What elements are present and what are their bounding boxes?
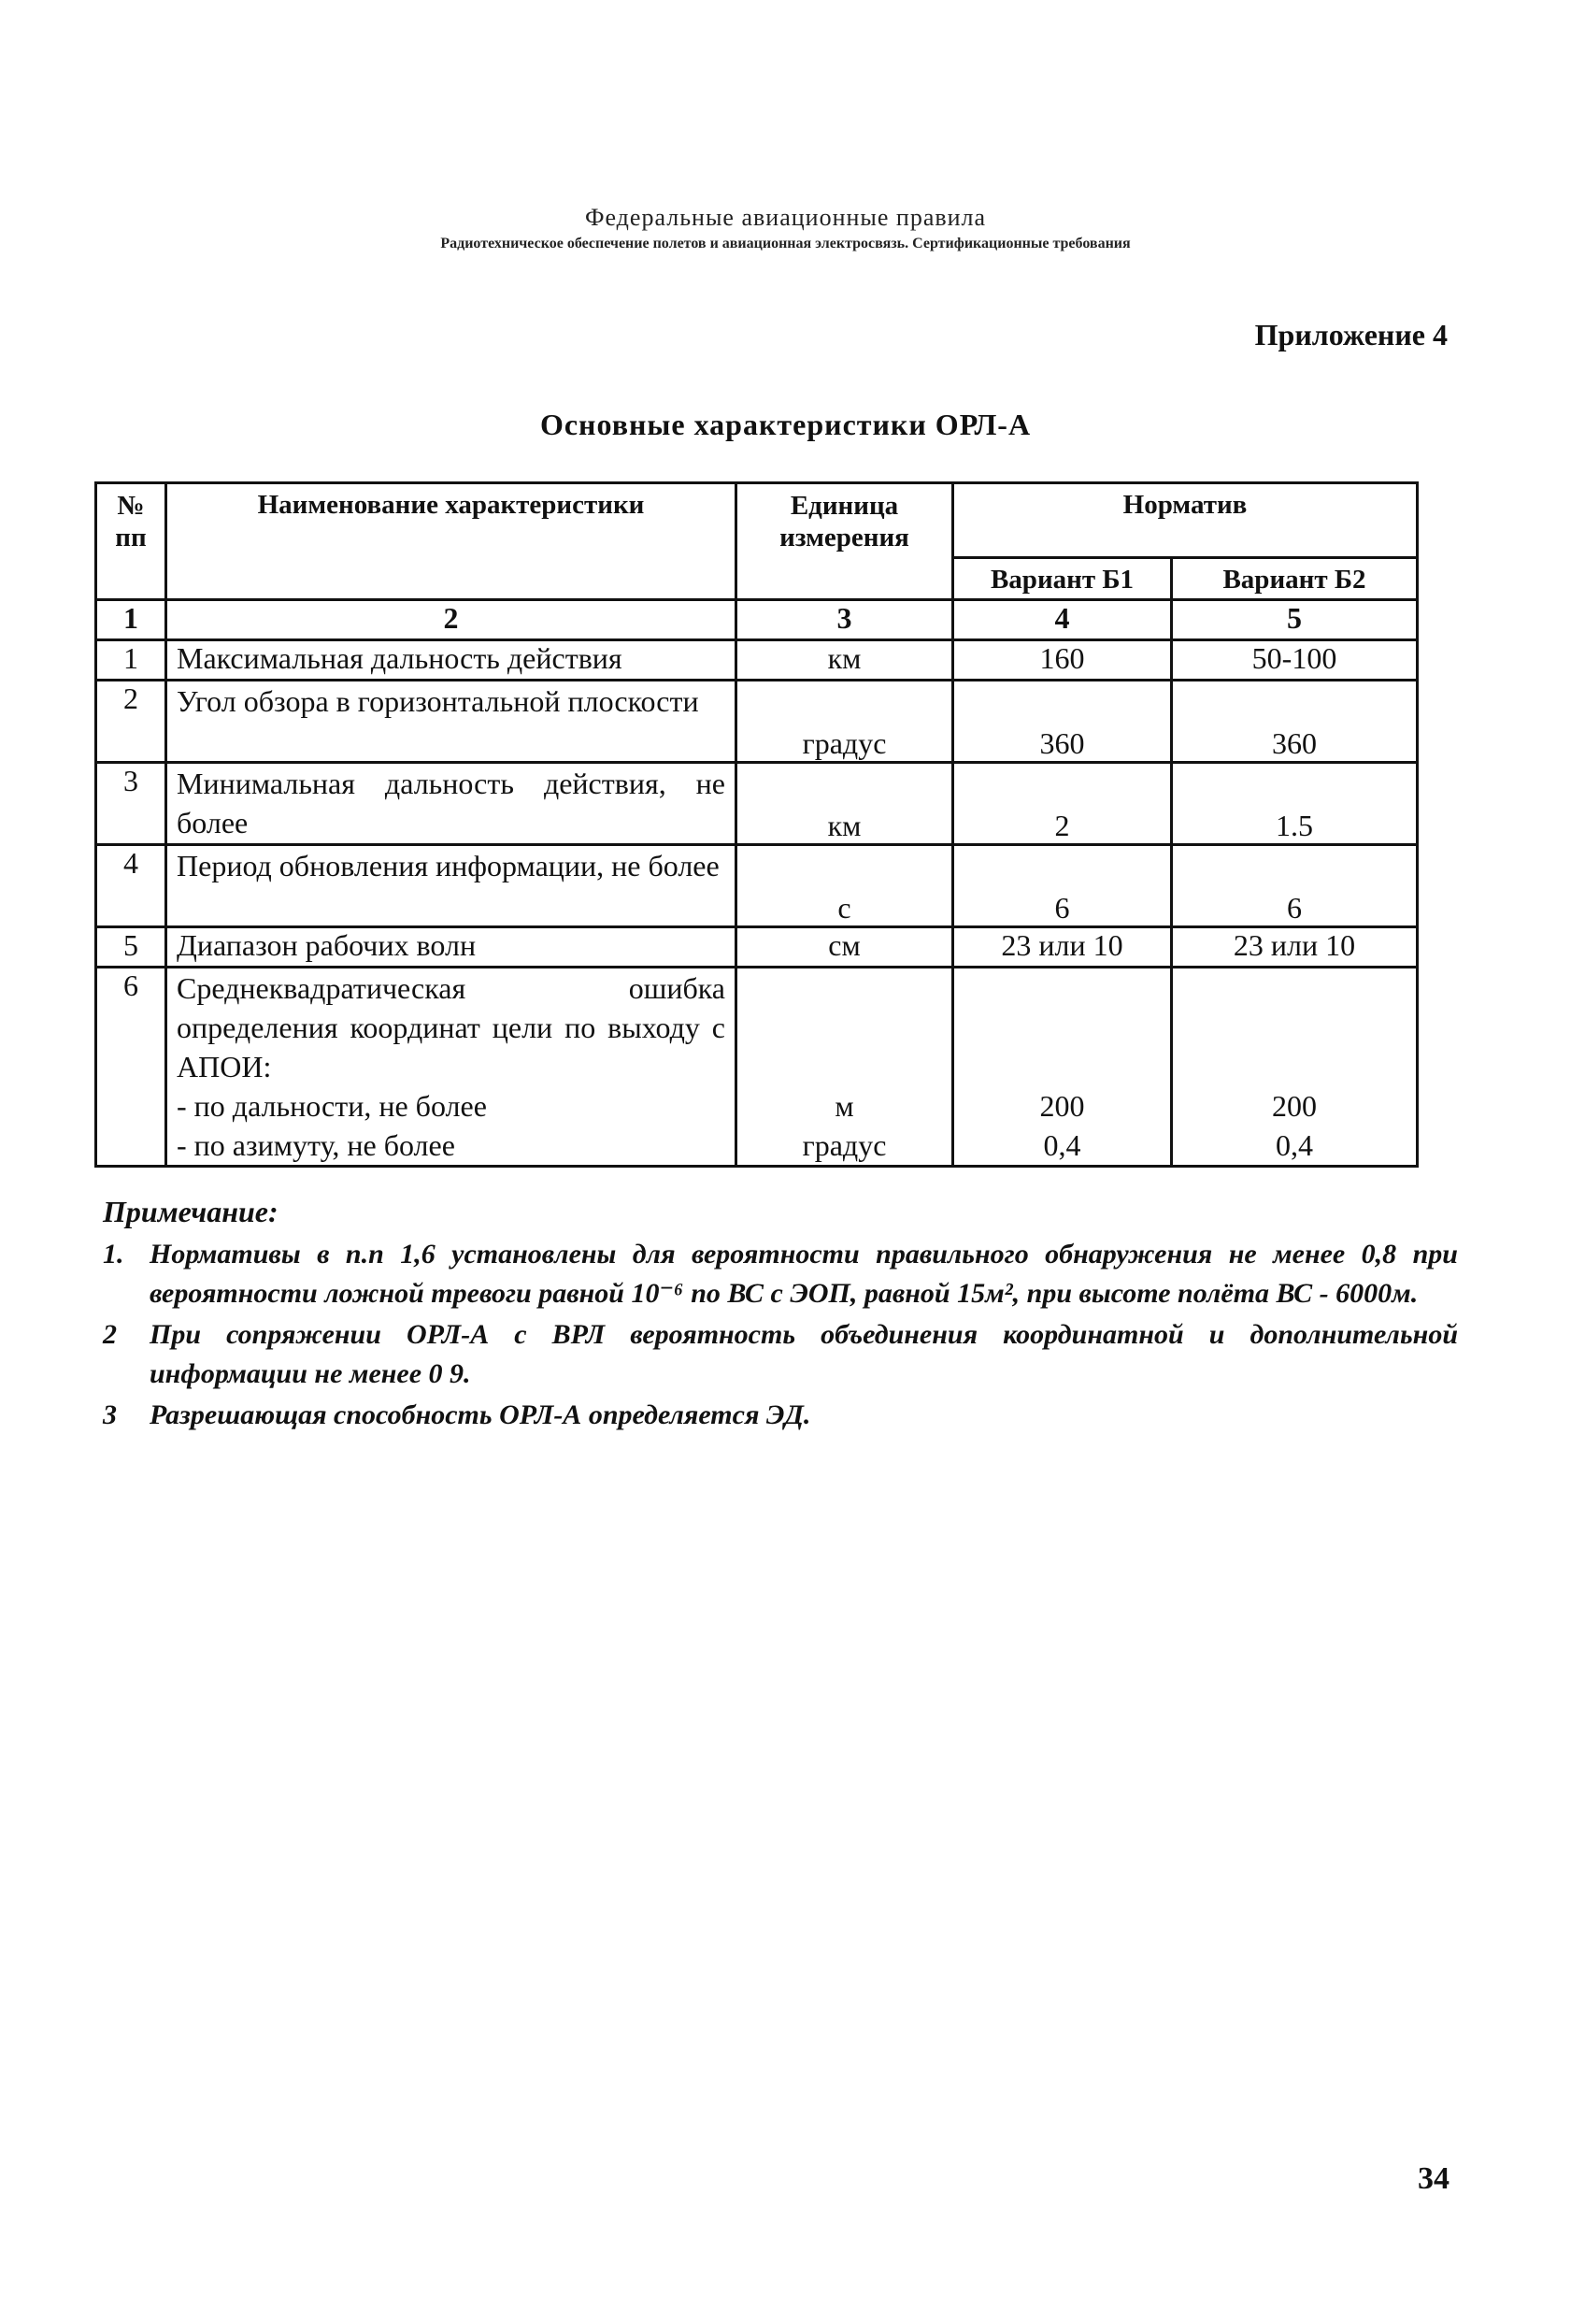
- row-name-group: [166, 968, 736, 1167]
- row-unit: градус: [736, 681, 953, 763]
- row-name: Угол обзора в горизонтальной плоскости: [166, 681, 736, 763]
- row-b1: 23 или 10: [953, 927, 1172, 968]
- table-row: [96, 845, 1418, 927]
- notes-section: [103, 1192, 1458, 1437]
- table-row: [96, 927, 1418, 968]
- row-b2: 0,4: [1276, 1128, 1313, 1162]
- row-b2: 23 или 10: [1172, 927, 1418, 968]
- header-variant-b1: Вариант Б1: [953, 558, 1172, 600]
- header-name: Наименование характеристики: [166, 483, 736, 600]
- row-unit: градус: [802, 1128, 887, 1162]
- note-text: При сопряжении ОРЛ-А с ВРЛ вероятность объединения координатной и дополнительной информации не менее 0 9.: [150, 1319, 1458, 1389]
- note-number: 2: [103, 1319, 117, 1350]
- row-b1: 360: [953, 681, 1172, 763]
- row-name: Минимальная дальность действия, не более: [166, 763, 736, 845]
- row-unit: км: [736, 640, 953, 681]
- col-number: 3: [736, 600, 953, 640]
- row-b1: 0,4: [1043, 1128, 1081, 1162]
- row-b2-group: [1172, 968, 1418, 1167]
- row-subname: - по дальности, не более: [177, 1089, 487, 1123]
- header-unit: Единица измерения: [736, 483, 953, 600]
- column-number-row: [96, 600, 1418, 640]
- row-b2: 1.5: [1172, 763, 1418, 845]
- table-row: [96, 763, 1418, 845]
- header-subtitle: Радиотехническое обеспечение полетов и авиационная электросвязь. Сертификационные требования: [440, 236, 1131, 251]
- row-unit: км: [736, 763, 953, 845]
- row-unit: с: [736, 845, 953, 927]
- note-number: 3: [103, 1399, 117, 1430]
- row-name: Среднеквадратическая ошибка определения координат цели по выходу с АПОИ:: [177, 971, 725, 1083]
- table-row: [96, 681, 1418, 763]
- row-num: 4: [96, 845, 166, 927]
- note-text: Разрешающая способность ОРЛ-А определяется ЭД.: [150, 1399, 811, 1430]
- note-number: 1.: [103, 1239, 124, 1270]
- note-item: [103, 1396, 1458, 1435]
- col-number: 2: [166, 600, 736, 640]
- row-num: 3: [96, 763, 166, 845]
- row-b1: 200: [1039, 1089, 1085, 1123]
- row-name: Период обновления информации, не более: [166, 845, 736, 927]
- page-number: 34: [1418, 2161, 1450, 2196]
- row-name: Диапазон рабочих волн: [166, 927, 736, 968]
- row-b1: 2: [953, 763, 1172, 845]
- document-title: Основные характеристики ОРЛ-А: [539, 408, 1032, 441]
- row-num: 2: [96, 681, 166, 763]
- row-b1: 160: [953, 640, 1172, 681]
- row-unit: см: [736, 927, 953, 968]
- characteristics-table: [94, 481, 1419, 1168]
- row-num: 6: [96, 968, 166, 1167]
- note-item: [103, 1315, 1458, 1394]
- row-b2: 360: [1172, 681, 1418, 763]
- row-b1: 6: [953, 845, 1172, 927]
- header-title: Федеральные авиационные правила: [584, 204, 987, 231]
- row-num: 1: [96, 640, 166, 681]
- appendix-label: Приложение 4: [1254, 318, 1448, 351]
- row-subname: - по азимуту, не более: [177, 1128, 455, 1162]
- notes-title: Примечание:: [103, 1195, 278, 1228]
- row-b2: 200: [1272, 1089, 1317, 1123]
- col-number: 1: [96, 600, 166, 640]
- row-unit-group: [736, 968, 953, 1167]
- note-item: [103, 1235, 1458, 1313]
- table-row: [96, 968, 1418, 1167]
- row-num: 5: [96, 927, 166, 968]
- row-unit: м: [835, 1089, 854, 1123]
- row-b2: 6: [1172, 845, 1418, 927]
- header-norm: Норматив: [953, 483, 1418, 558]
- col-number: 4: [953, 600, 1172, 640]
- table-row: [96, 640, 1418, 681]
- header-num: № пп: [96, 483, 166, 600]
- header-variant-b2: Вариант Б2: [1172, 558, 1418, 600]
- row-b2: 50-100: [1172, 640, 1418, 681]
- row-name: Максимальная дальность действия: [166, 640, 736, 681]
- note-text: Нормативы в п.п 1,6 установлены для вероятности правильного обнаружения не менее 0,8 при вероятности ложной тревоги равной 10⁻⁶ по ВС с ЭОП, равной 15м², при высоте полёта ВС - 6000м.: [150, 1239, 1458, 1309]
- col-number: 5: [1172, 600, 1418, 640]
- row-b1-group: [953, 968, 1172, 1167]
